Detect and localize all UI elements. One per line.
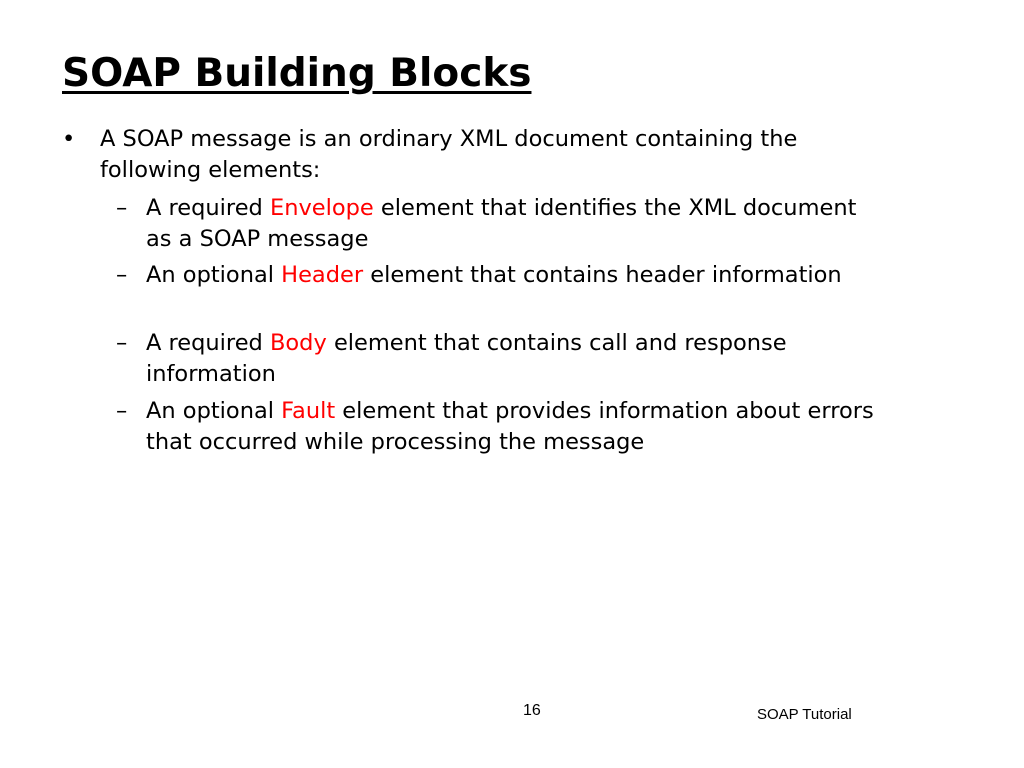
subitem-fault [116,396,886,458]
subitem-body [116,328,886,390]
subitem-suffix: element that provides information about errors that occurred while processing the message [146,398,874,455]
bullet-text: A SOAP message is an ordinary XML document containing the following elements: [100,126,798,183]
subitem-text [146,193,881,255]
subitem-suffix: element that contains call and response information [146,330,787,387]
subitem-prefix: An optional [146,262,282,288]
subitem-envelope [116,193,886,255]
keyword-envelope: Envelope [269,195,374,221]
bullet-marker: • [62,126,76,152]
dash-marker: – [116,330,128,356]
subitem-suffix: element that contains header information [363,262,842,288]
subitem-prefix: A required [146,195,270,221]
page-number: 16 [523,702,541,719]
subitem-text [146,328,881,390]
footer-label: SOAP Tutorial [757,706,852,723]
subitem-prefix: An optional [146,398,282,424]
keyword-body: Body [269,330,327,356]
subitem-text [146,260,881,291]
slide-title: SOAP Building Blocks [62,51,532,96]
main-bullet [62,124,882,186]
subitem-prefix: A required [146,330,270,356]
dash-marker: – [116,398,128,424]
dash-marker: – [116,195,128,221]
keyword-fault: Fault [281,398,336,424]
subitem-header [116,260,886,291]
dash-marker: – [116,262,128,288]
keyword-header: Header [281,262,364,288]
subitem-text [146,396,881,458]
subitem-suffix: element that identifies the XML document as a SOAP message [146,195,857,252]
